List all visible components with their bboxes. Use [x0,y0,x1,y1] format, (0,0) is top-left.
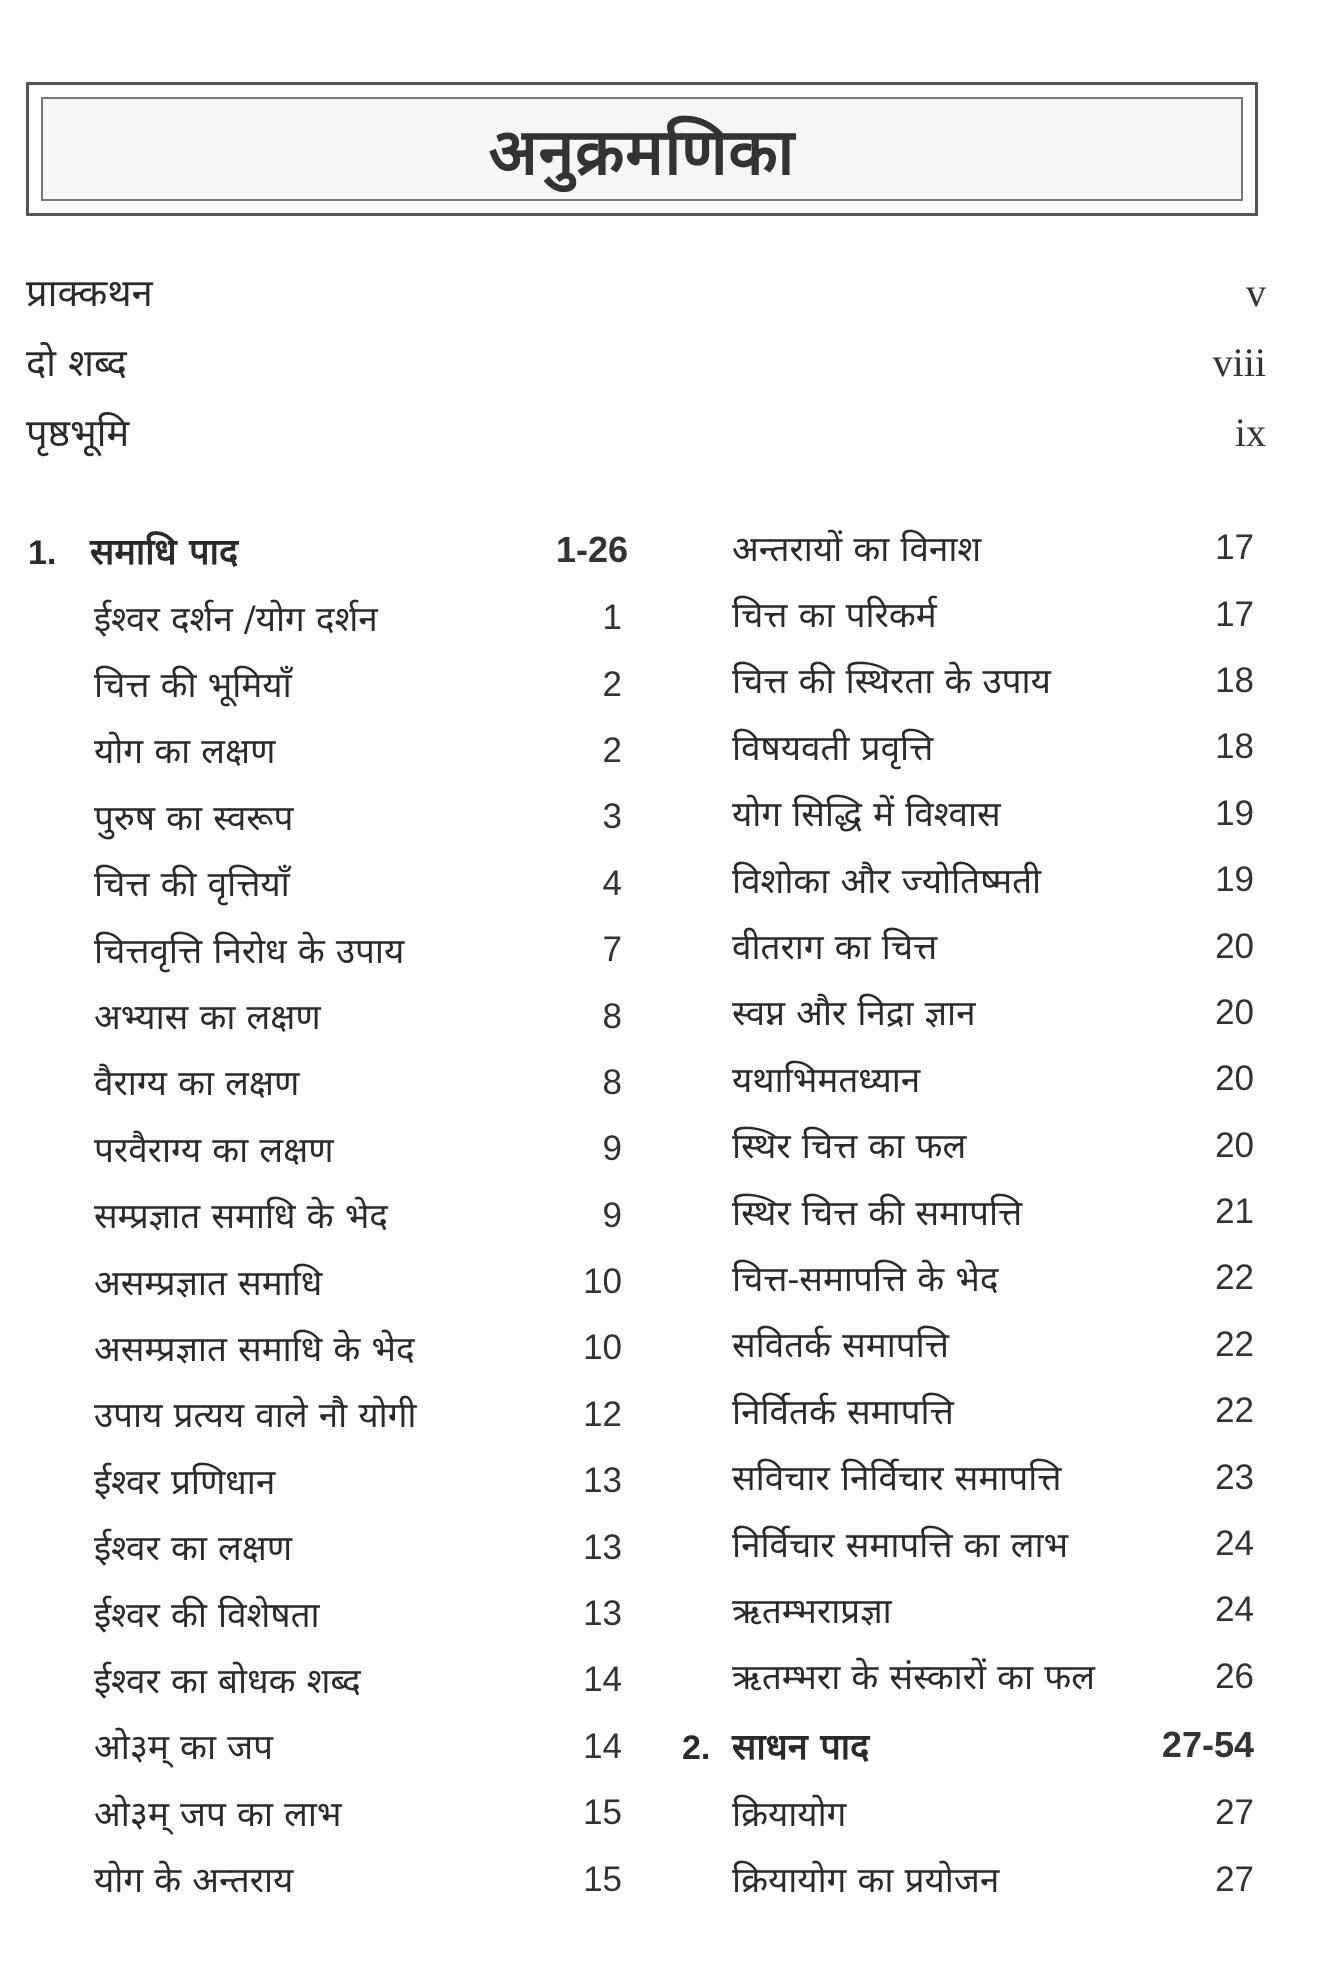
front-matter-item[interactable] [26,332,1266,392]
toc-entry[interactable] [28,1514,628,1580]
front-matter-item[interactable] [26,262,1266,322]
toc-entry[interactable] [682,980,1266,1046]
entry-label: स्थिर चित्त का फल [732,1127,967,1168]
entry-label: दो शब्द [26,341,127,385]
entry-label: ओ३म् जप का लाभ [94,1794,342,1835]
toc-entry[interactable] [682,1179,1266,1245]
toc-entry[interactable] [28,718,628,784]
section-title: समाधि पाद [90,531,239,573]
toc-entry[interactable] [682,1846,1266,1912]
toc-entry[interactable] [682,1113,1266,1179]
entry-page: ix [1234,409,1266,455]
toc-entry[interactable] [682,1644,1266,1710]
toc-entry[interactable] [28,1714,628,1780]
entry-label: असम्प्रज्ञात समाधि के भेद [94,1329,415,1370]
entry-label: निर्विचार समापत्ति का लाभ [732,1525,1069,1566]
entry-page: 19 [1215,860,1254,900]
entry-label: सम्प्रज्ञात समाधि के भेद [94,1197,388,1238]
entry-label: सवितर्क समापत्ति [732,1326,949,1367]
toc-entry[interactable] [28,1315,628,1381]
entry-label: ईश्वर का लक्षण [94,1529,293,1570]
entry-page: 24 [1215,1524,1254,1564]
entry-page: 18 [1215,660,1254,700]
entry-page: 15 [583,1859,622,1899]
toc-entry[interactable] [28,1448,628,1514]
left-entry-list [28,585,628,1913]
entry-page: 19 [1215,793,1254,833]
entry-label: परवैराग्य का लक्षण [94,1130,334,1171]
entry-page: 22 [1215,1324,1254,1364]
entry-label: सविचार निर्विचार समापत्ति [732,1459,1062,1500]
entry-label: योग के अन्तराय [94,1861,294,1902]
toc-entry[interactable] [682,1046,1266,1112]
toc-entry[interactable] [682,913,1266,979]
entry-page: 27 [1215,1793,1254,1833]
front-matter-item[interactable] [26,402,1266,462]
toc-entry[interactable] [28,1116,628,1182]
entry-label: प्राक्कथन [26,271,153,315]
entry-label: चित्तवृत्ति निरोध के उपाय [94,931,405,972]
entry-page: 15 [583,1793,622,1833]
title-frame-inner [41,97,1243,201]
entry-label: ईश्वर प्रणिधान [94,1462,276,1503]
entry-page: 1 [602,598,622,638]
entry-label: यथाभिमतध्यान [732,1060,921,1101]
entry-page: 9 [602,1129,622,1169]
entry-page: 7 [602,930,622,970]
toc-entry[interactable] [682,781,1266,847]
right-entry-list [682,515,1266,1710]
toc-entry[interactable] [682,515,1266,581]
entry-label: असम्प्रज्ञात समाधि [94,1263,323,1304]
toc-entry[interactable] [28,585,628,651]
entry-label: योग सिद्धि में विश्वास [732,795,1001,836]
entry-label: ऋतम्भरा के संस्कारों का फल [732,1658,1095,1699]
entry-page: 20 [1215,992,1254,1032]
entry-page: 13 [583,1527,622,1567]
entry-label: विशोका और ज्योतिष्मती [732,861,1042,902]
entry-page: 21 [1215,1192,1254,1232]
entry-page: viii [1212,339,1266,385]
entry-label: स्वप्न और निद्रा ज्ञान [732,994,976,1035]
entry-page: 12 [583,1394,622,1434]
toc-entry[interactable] [28,1050,628,1116]
entry-page: 20 [1215,1125,1254,1165]
entry-page: 8 [602,996,622,1036]
entry-page: v [1246,269,1266,315]
entry-page: 2 [602,664,622,704]
entry-label: स्थिर चित्त की समापत्ति [732,1193,1023,1234]
entry-label: ईश्वर दर्शन /योग दर्शन [94,599,378,640]
entry-label: चित्त की वृत्तियाँ [94,865,290,906]
entry-page: 8 [602,1062,622,1102]
section-page-range: 1-26 [555,529,628,570]
entry-label: योग का लक्षण [94,732,276,773]
entry-label: पुरुष का स्वरूप [94,798,294,839]
page-title: अनुक्रमणिका [488,115,796,190]
toc-entry[interactable] [28,851,628,917]
entry-label: पृष्ठभूमि [26,411,130,455]
toc-entry[interactable] [28,1183,628,1249]
entry-page: 17 [1215,594,1254,634]
entry-label: चित्त की स्थिरता के उपाय [732,662,1051,703]
entry-page: 13 [583,1594,622,1634]
entry-label: क्रियायोग [732,1794,847,1835]
entry-page: 4 [602,863,622,903]
entry-label: अभ्यास का लक्षण [94,998,321,1039]
toc-entry[interactable] [682,1577,1266,1643]
entry-page: 22 [1215,1258,1254,1298]
toc-entry[interactable] [682,1312,1266,1378]
entry-page: 10 [583,1328,622,1368]
entry-label: ईश्वर का बोधक शब्द [94,1661,361,1702]
section-number: 1. [28,533,57,572]
toc-entry[interactable] [28,1581,628,1647]
entry-label: निर्वितर्क समापत्ति [732,1392,954,1433]
toc-entry[interactable] [682,1780,1266,1846]
entry-page: 20 [1215,926,1254,966]
toc-entry[interactable] [682,581,1266,647]
entry-page: 20 [1215,1059,1254,1099]
toc-entry[interactable] [28,784,628,850]
entry-page: 27 [1215,1859,1254,1899]
entry-page: 26 [1215,1656,1254,1696]
section-page-range: 27-54 [1161,1724,1254,1766]
toc-left-column [28,515,628,1913]
toc-entry[interactable] [682,648,1266,714]
entry-page: 9 [602,1195,622,1235]
entry-label: उपाय प्रत्यय वाले नौ योगी [94,1396,417,1437]
section-heading-2[interactable] [682,1710,1266,1780]
entry-page: 24 [1215,1590,1254,1630]
title-frame [26,82,1258,216]
toc-entry[interactable] [28,651,628,717]
entry-label: अन्तरायों का विनाश [732,529,982,570]
section-title: साधन पाद [732,1726,870,1768]
entry-page: 13 [583,1461,622,1501]
entry-label: वीतराग का चित्त [732,928,938,969]
entry-page: 2 [602,730,622,770]
entry-page: 14 [583,1660,622,1700]
entry-label: क्रियायोग का प्रयोजन [732,1861,1000,1902]
toc-entry[interactable] [682,847,1266,913]
entry-page: 3 [602,797,622,837]
toc-entry[interactable] [28,1382,628,1448]
entry-page: 14 [583,1726,622,1766]
section-number: 2. [682,1728,711,1767]
toc-entry[interactable] [28,917,628,983]
entry-page: 17 [1215,528,1254,568]
entry-label: चित्त का परिकर्म [732,596,937,637]
toc-entry[interactable] [682,1378,1266,1444]
entry-label: चित्त-समापत्ति के भेद [732,1259,999,1300]
entry-page: 18 [1215,727,1254,767]
section-heading-1[interactable] [28,515,628,585]
entry-label: ऋतम्भराप्रज्ञा [732,1591,892,1632]
toc-entry[interactable] [682,1245,1266,1311]
toc-entry[interactable] [28,983,628,1049]
entry-label: चित्त की भूमियाँ [94,666,292,707]
right-entry-list-2 [682,1780,1266,1913]
entry-page: 10 [583,1262,622,1302]
entry-label: विषयवती प्रवृत्ति [732,728,934,769]
toc-entry[interactable] [28,1249,628,1315]
entry-label: ओ३म् का जप [94,1728,273,1769]
toc-entry[interactable] [682,1511,1266,1577]
toc-entry[interactable] [28,1647,628,1713]
toc-entry[interactable] [28,1780,628,1846]
entry-label: ईश्वर की विशेषता [94,1595,320,1636]
toc-right-column [682,515,1266,1913]
entry-page: 23 [1215,1457,1254,1497]
toc-entry[interactable] [682,1444,1266,1510]
entry-label: वैराग्य का लक्षण [94,1064,300,1105]
entry-page: 22 [1215,1391,1254,1431]
toc-entry[interactable] [682,714,1266,780]
toc-entry[interactable] [28,1846,628,1912]
